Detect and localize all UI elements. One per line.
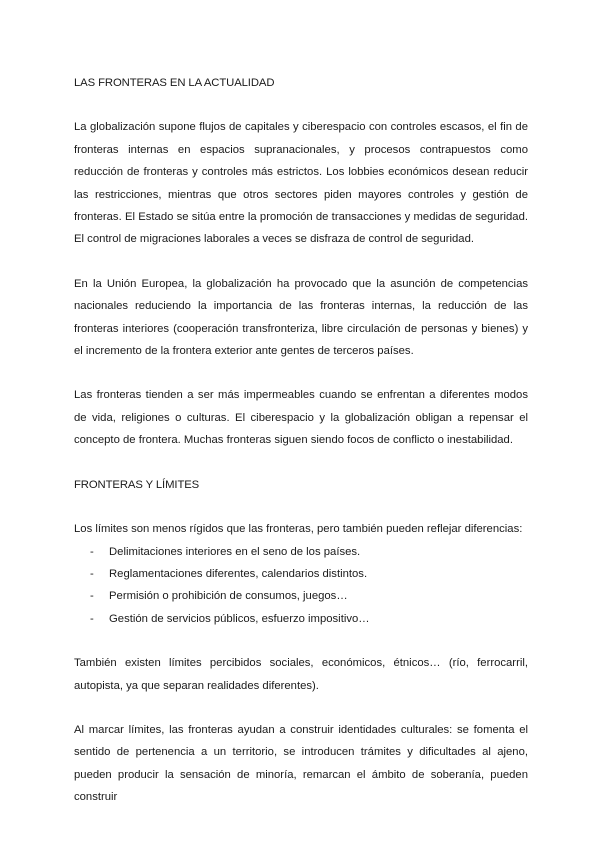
paragraph-identidades: Al marcar límites, las fronteras ayudan a construir identidades culturales: se fomenta el sentido de pertenencia a un territorio, se introducen trámites y dificultades al ajeno, pueden producir la sensación de minoría, remarcan el ámbito de soberanía, pueden construir	[74, 723, 528, 804]
list-item-text: Permisión o prohibición de consumos, juegos…	[109, 590, 348, 603]
limits-bullet-list	[74, 541, 528, 631]
bullet-dash: -	[90, 545, 94, 558]
paragraph-limites-percibidos: También existen límites percibidos sociales, económicos, étnicos… (río, ferrocarril, autopista, ya que separan realidades diferentes).	[74, 657, 528, 692]
list-item	[74, 541, 528, 563]
section-heading-fronteras-limites: FRONTERAS Y LÍMITES	[74, 478, 200, 491]
paragraph-impermeables: Las fronteras tienden a ser más impermeables cuando se enfrentan a diferentes modos de vida, religiones o culturas. El ciberespacio y la globalización obligan a repensar el concepto de frontera. Muchas fronteras siguen siendo focos de conflicto o inestabilidad.	[74, 389, 528, 447]
bullet-dash: -	[90, 567, 94, 580]
paragraph-limites-intro: Los límites son menos rígidos que las fronteras, pero también pueden reflejar diferencias:	[74, 523, 523, 536]
paragraph-union-europea: En la Unión Europea, la globalización ha provocado que la asunción de competencias nacionales reduciendo la importancia de las fronteras internas, la reducción de las fronteras interiores (cooperación transfronteriza, libre circulación de personas y bienes) y el incremento de la frontera exterior ante gentes de terceros países.	[74, 277, 528, 358]
section-heading-fronteras-actualidad: LAS FRONTERAS EN LA ACTUALIDAD	[74, 77, 275, 89]
paragraph-globalizacion: La globalización supone flujos de capitales y ciberespacio con controles escasos, el fin de fronteras internas en espacios supranacionales, y procesos contrapuestos como reducción de fronteras y controles más estrictos. Los lobbies económicos desean reducir las restricciones, mientras que otros sectores piden mayores controles y gestión de fronteras. El Estado se sitúa entre la promoción de transacciones y medidas de seguridad. El control de migraciones laborales a veces se disfraza de control de seguridad.	[74, 121, 528, 246]
list-item-text: Reglamentaciones diferentes, calendarios distintos.	[109, 567, 368, 580]
list-item	[74, 563, 528, 585]
list-item-text: Delimitaciones interiores en el seno de los países.	[109, 545, 361, 558]
bullet-dash: -	[90, 590, 94, 603]
list-item	[74, 585, 528, 607]
list-item	[74, 608, 528, 630]
bullet-dash: -	[90, 612, 94, 625]
document-page	[74, 72, 528, 831]
list-item-text: Gestión de servicios públicos, esfuerzo impositivo…	[109, 612, 370, 625]
